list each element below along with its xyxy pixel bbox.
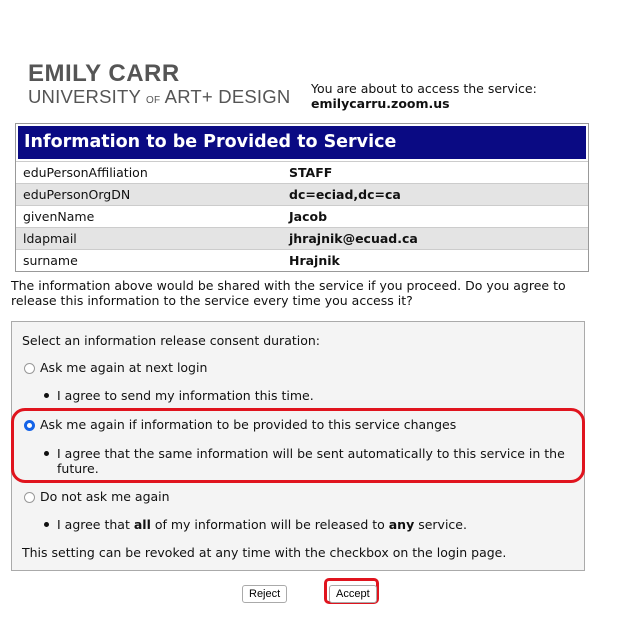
logo-art-design: ART+ DESIGN	[164, 86, 291, 107]
attributes-table	[15, 123, 589, 272]
university-logo	[28, 62, 290, 112]
bullet-icon	[44, 393, 49, 398]
attr-key: eduPersonAffiliation	[23, 165, 148, 180]
bullet-icon	[44, 451, 49, 456]
consent-title: Select an information release consent duration:	[22, 333, 321, 348]
bullet-emphasis-any: any	[388, 517, 415, 532]
service-info	[311, 81, 537, 111]
attr-value: Jacob	[289, 209, 328, 224]
reject-button[interactable]: Reject	[242, 585, 287, 603]
revoke-note: This setting can be revoked at any time with the checkbox on the login page.	[22, 545, 507, 560]
attr-key: ldapmail	[23, 231, 77, 246]
bullet-icon	[44, 522, 49, 527]
table-row	[16, 205, 588, 227]
accept-button[interactable]: Accept	[329, 585, 377, 603]
table-row	[16, 249, 588, 271]
attr-key: surname	[23, 253, 78, 268]
service-intro: You are about to access the service:	[311, 81, 537, 96]
attr-value: jhrajnik@ecuad.ca	[289, 231, 418, 246]
radio-button-selected[interactable]	[24, 420, 35, 431]
option-label: Ask me again if information to be provided to this service changes	[40, 417, 457, 432]
option-label: Ask me again at next login	[40, 360, 208, 375]
attr-key: eduPersonOrgDN	[23, 187, 131, 202]
bullet-emphasis-all: all	[133, 517, 151, 532]
option-ask-on-change[interactable]	[24, 417, 456, 432]
bullet-text: I agree to send my information this time.	[57, 388, 314, 403]
attributes-title: Information to be Provided to Service	[16, 124, 588, 161]
bullet-text	[57, 517, 567, 532]
bullet-text-part: of my information will be released to	[150, 517, 389, 532]
bullet-text-part: I agree that	[57, 517, 134, 532]
table-row	[16, 183, 588, 205]
attr-value: dc=eciad,dc=ca	[289, 187, 401, 202]
option-do-not-ask[interactable]	[24, 489, 170, 504]
radio-button[interactable]	[24, 363, 35, 374]
bullet-text-part: service.	[414, 517, 467, 532]
logo-of: OF	[146, 95, 161, 106]
radio-button[interactable]	[24, 492, 35, 503]
table-row	[16, 227, 588, 249]
list-item	[44, 446, 574, 476]
bullet-text: I agree that the same information will be sent automatically to this service in the future.	[57, 446, 565, 476]
consent-panel	[11, 321, 585, 571]
service-name: emilycarru.zoom.us	[311, 96, 450, 111]
consent-question: The information above would be shared with the service if you proceed. Do you agree to release this information to the service every time you access it?	[11, 278, 566, 308]
logo-university: UNIVERSITY	[28, 86, 141, 107]
option-ask-next-login[interactable]	[24, 360, 207, 375]
attr-value: STAFF	[289, 165, 333, 180]
list-item	[44, 388, 574, 403]
attr-key: givenName	[23, 209, 95, 224]
logo-line-2	[28, 86, 290, 112]
attr-value: Hrajnik	[289, 253, 340, 268]
option-label: Do not ask me again	[40, 489, 170, 504]
table-row	[16, 161, 588, 183]
logo-line-1: EMILY CARR	[28, 60, 180, 87]
list-item	[44, 517, 574, 532]
